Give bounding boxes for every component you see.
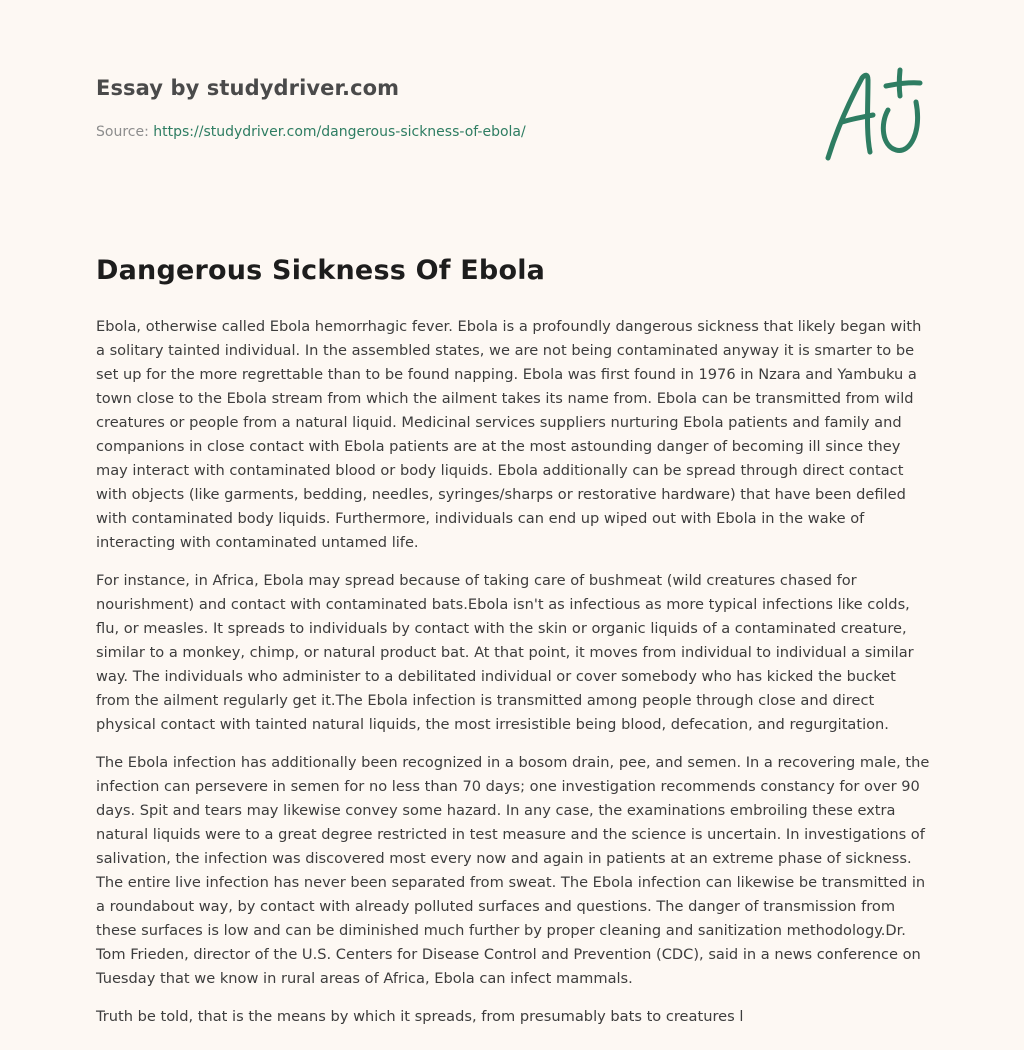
essay-paragraph-2: For instance, in Africa, Ebola may spread because of taking care of bushmeat (wild creatures chased for nourishment) and contact with contaminated bats.Ebola isn't as infectious as more typical infections like colds, flu, or measles. It spreads to individuals by contact with the skin or organic liquids of a contaminated creature, similar to a monkey, chimp, or natural product bat. At that point, it moves from individual to individual a similar way. The individuals who administer to a debilitated individual or cover somebody who has kicked the bucket from the ailment regularly get it.The Ebola infection is transmitted among people through close and direct physical contact with tainted natural liquids, the most irresistible being blood, defecation, and regurgitation.: [96, 572, 914, 733]
source-label: Source:: [96, 124, 154, 140]
source-line: [96, 124, 526, 140]
essay-paragraph-4: Truth be told, that is the means by which it spreads, from presumably bats to creatures l: [96, 1008, 744, 1025]
site-header-title: Essay by studydriver.com: [96, 76, 400, 100]
a-plus-logo-icon: [818, 66, 930, 166]
essay-title: Dangerous Sickness Of Ebola: [96, 255, 546, 286]
essay-body: [96, 315, 930, 1043]
source-link[interactable]: https://studydriver.com/dangerous-sickness-of-ebola/: [153, 124, 526, 140]
essay-paragraph-3: The Ebola infection has additionally been recognized in a bosom drain, pee, and semen. In a recovering male, the infection can persevere in semen for no less than 70 days; one investigation recommends constancy for over 90 days. Spit and tears may likewise convey some hazard. In any case, the examinations embroiling these extra natural liquids were to a great degree restricted in test measure and the science is uncertain. In investigations of salivation, the infection was discovered most every now and again in patients at an extreme phase of sickness. The entire live infection has never been separated from sweat. The Ebola infection can likewise be transmitted in a roundabout way, by contact with already polluted surfaces and questions. The danger of transmission from these surfaces is low and can be diminished much further by proper cleaning and sanitization methodology.Dr. Tom Frieden, director of the U.S. Centers for Disease Control and Prevention (CDC), said in a news conference on Tuesday that we know in rural areas of Africa, Ebola can infect mammals.: [96, 754, 930, 987]
a-plus-logo-svg: [818, 66, 930, 166]
essay-paragraph-1: Ebola, otherwise called Ebola hemorrhagic fever. Ebola is a profoundly dangerous sickness that likely began with a solitary tainted individual. In the assembled states, we are not being contaminated anyway it is smarter to be set up for the more regrettable than to be found napping. Ebola was first found in 1976 in Nzara and Yambuku a town close to the Ebola stream from which the ailment takes its name from. Ebola can be transmitted from wild creatures or people from a natural liquid. Medicinal services suppliers nurturing Ebola patients and family and companions in close contact with Ebola patients are at the most astounding danger of becoming ill since they may interact with contaminated blood or body liquids. Ebola additionally can be spread through direct contact with objects (like garments, bedding, needles, syringes/sharps or restorative hardware) that have been defiled with contaminated body liquids. Furthermore, individuals can end up wiped out with Ebola in the wake of interacting with contaminated untamed life.: [96, 318, 922, 551]
